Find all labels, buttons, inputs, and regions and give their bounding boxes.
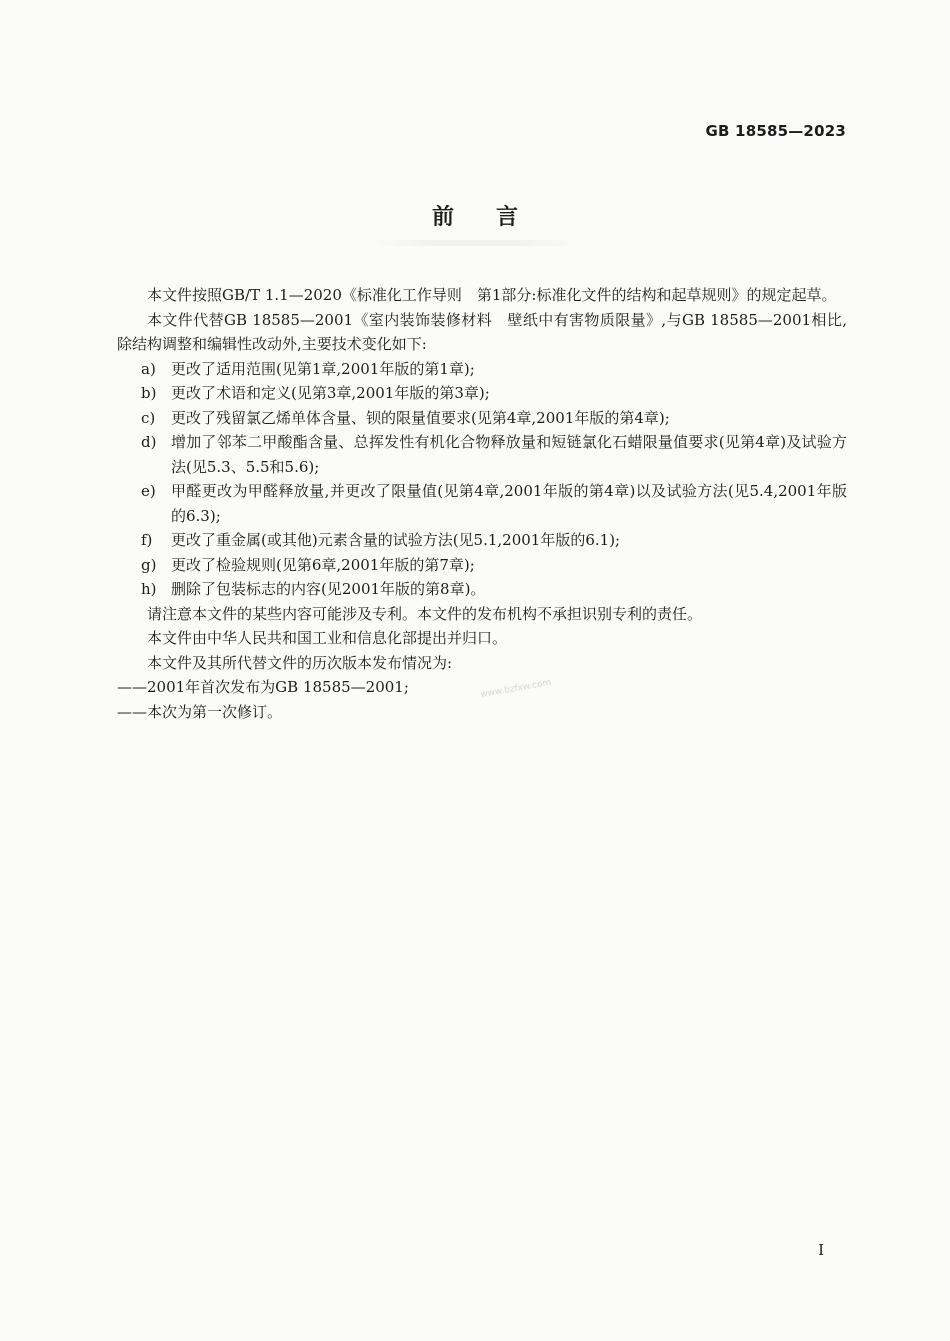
list-item-text: 删除了包装标志的内容(见2001年版的第8章)。: [171, 580, 486, 598]
page-title: 前言: [431, 205, 560, 230]
list-item-mark: g): [141, 555, 157, 574]
list-item: [117, 381, 847, 406]
list-item: [117, 406, 847, 431]
list-item-mark: c): [141, 408, 156, 427]
list-item-text: 更改了重金属(或其他)元素含量的试验方法(见5.1,2001年版的6.1);: [171, 531, 621, 549]
list-item: [117, 430, 847, 479]
standard-code: GB 18585—2023: [705, 122, 846, 140]
list-item: [117, 357, 847, 382]
list-item-mark: h): [141, 580, 157, 598]
list-item-mark: b): [141, 384, 157, 402]
history-intro: 本文件及其所代替文件的历次版本发布情况为:: [147, 653, 453, 672]
proposer-statement: 本文件由中华人民共和国工业和信息化部提出并归口。: [147, 629, 508, 647]
scan-artifact: [370, 240, 580, 246]
list-item-text: 增加了邻苯二甲酸酯含量、总挥发性有机化合物释放量和短链氯化石蜡限量值要求(见第4章)及试验方法(见5.3、5.5和5.6);: [171, 433, 847, 476]
list-item-text: 甲醛更改为甲醛释放量,并更改了限量值(见第4章,2001年版的第4章)以及试验方法(见5.4,2001年版的6.3);: [171, 482, 847, 525]
page-number: I: [818, 1241, 824, 1259]
paragraph-replacement: 本文件代替GB 18585—2001《室内装饰装修材料 壁纸中有害物质限量》,与GB 18585—2001相比,除结构调整和编辑性改动外,主要技术变化如下:: [117, 310, 847, 353]
paragraph-drafting-rules: 本文件按照GB/T 1.1—2020《标准化工作导则 第1部分:标准化文件的结构和起草规则》的规定起草。: [147, 286, 837, 304]
list-item: [117, 577, 847, 602]
list-item-text: 更改了残留氯乙烯单体含量、钡的限量值要求(见第4章,2001年版的第4章);: [171, 408, 670, 427]
list-item-mark: f): [141, 531, 153, 549]
list-item-text: 更改了适用范围(见第1章,2001年版的第1章);: [171, 359, 475, 378]
watermark: www.bzfxw.com: [479, 677, 552, 701]
list-item: [117, 479, 847, 528]
list-item-mark: d): [141, 433, 157, 451]
list-item-mark: a): [141, 359, 156, 378]
history-item: ——本次为第一次修订。: [117, 702, 283, 721]
changes-list: [117, 357, 847, 602]
list-item: [117, 553, 847, 578]
list-item-text: 更改了术语和定义(见第3章,2001年版的第3章);: [171, 384, 490, 402]
list-item-mark: e): [141, 482, 156, 500]
document-body: [117, 283, 847, 724]
list-item-text: 更改了检验规则(见第6章,2001年版的第7章);: [171, 555, 475, 574]
list-item: [117, 528, 847, 553]
history-item: ——2001年首次发布为GB 18585—2001;: [117, 678, 409, 696]
patent-notice: 请注意本文件的某些内容可能涉及专利。本文件的发布机构不承担识别专利的责任。: [147, 604, 703, 623]
